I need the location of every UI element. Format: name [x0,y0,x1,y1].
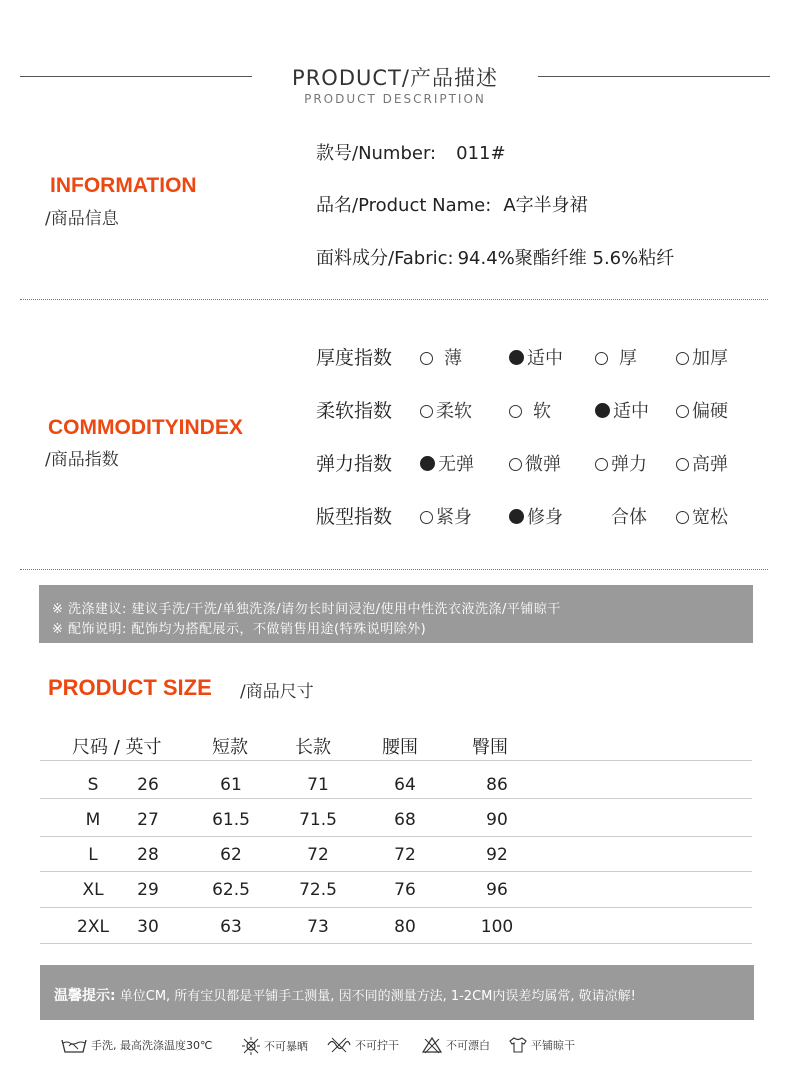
table-rule [40,798,752,799]
table-cell: 73 [307,917,329,937]
size-header: 长款 [295,737,331,758]
table-cell: 71.5 [299,810,337,830]
care-no-sun [241,1036,308,1056]
table-cell: 64 [394,775,416,795]
table-cell: 71 [307,775,329,795]
commodity-title-cn: /商品指数 [45,450,119,470]
table-cell: 72.5 [299,880,337,900]
table-cell: 26 [137,775,159,795]
index-option [595,344,637,370]
hand-wash-icon [60,1036,88,1054]
table-cell: M [85,810,101,830]
page-subtitle: PRODUCT DESCRIPTION [304,92,486,106]
info-row-fabric [316,244,674,270]
index-option-label: 宽松 [692,507,728,528]
selected-dot-icon [509,509,524,524]
table-cell: 61.5 [212,810,250,830]
table-rule [40,871,752,872]
info-label: 品名/Product Name: [316,195,492,216]
index-label: 厚度指数 [316,347,393,369]
index-option [595,397,649,423]
selected-dot-icon [420,456,435,471]
table-cell: 80 [394,917,416,937]
index-option-label: 适中 [613,401,649,422]
table-cell: 72 [394,845,416,865]
tip-text [54,985,636,1005]
index-option-label: 无弹 [438,454,474,475]
empty-circle-icon [420,405,433,418]
empty-circle-icon [420,511,433,524]
empty-circle-icon [595,352,608,365]
index-option-label: 紧身 [436,507,472,528]
divider [20,299,768,300]
empty-circle-icon [509,405,522,418]
flat-dry-icon [508,1036,528,1054]
size-header: 尺码 / 英寸 [72,737,162,758]
selected-dot-icon [509,350,524,365]
index-option-label: 厚 [619,348,637,369]
wash-note: ※ 洗涤建议: 建议手洗/干洗/单独洗涤/请勿长时间浸泡/使用中性洗衣液洗涤/平铺晾干 [52,602,561,617]
table-cell: 28 [137,845,159,865]
table-cell: 62 [220,845,242,865]
table-cell: S [87,775,99,795]
index-option-label: 软 [533,401,551,422]
empty-circle-icon [509,458,522,471]
index-option-label: 柔软 [436,401,472,422]
size-title-cn: /商品尺寸 [240,682,314,702]
index-label: 弹力指数 [316,453,393,475]
table-cell: 86 [486,775,508,795]
table-cell: 62.5 [212,880,250,900]
no-bleach-icon [421,1036,443,1054]
care-flat-dry [508,1036,575,1054]
index-option [509,397,551,423]
table-cell: 2XL [77,917,109,937]
size-header: 臀围 [472,737,508,758]
index-label: 柔软指数 [316,400,393,422]
table-cell: 68 [394,810,416,830]
empty-circle-icon [595,511,608,524]
index-option [509,503,563,529]
table-cell: 61 [220,775,242,795]
table-cell: 96 [486,880,508,900]
index-option [676,344,728,370]
info-value: A字半身裙 [503,195,588,216]
index-option-label: 加厚 [692,348,728,369]
index-option-label: 微弹 [525,454,561,475]
info-label: 面料成分/Fabric: [316,248,454,269]
information-title-cn: /商品信息 [45,209,119,229]
divider [20,569,768,570]
table-rule [40,836,752,837]
info-row-number [316,139,506,165]
index-option-label: 高弹 [692,454,728,475]
table-rule [40,760,752,761]
care-no-wring [326,1036,399,1054]
empty-circle-icon [676,352,689,365]
empty-circle-icon [420,352,433,365]
size-header: 腰围 [382,737,418,758]
care-hand-wash [60,1036,212,1054]
table-cell: 100 [480,917,514,937]
size-title-en: PRODUCT SIZE [48,675,212,700]
index-option [676,450,728,476]
table-rule [40,943,752,944]
table-cell: 63 [220,917,242,937]
table-rule [40,907,752,908]
table-cell: 76 [394,880,416,900]
info-value: 011# [456,143,506,164]
index-option-label: 合体 [611,507,647,528]
information-title-en: INFORMATION [50,174,197,197]
index-option [676,503,728,529]
table-cell: 27 [137,810,159,830]
table-cell: 90 [486,810,508,830]
index-option-label: 修身 [527,507,563,528]
info-value: 94.4%聚酯纤维 5.6%粘纤 [457,248,675,269]
empty-circle-icon [595,458,608,471]
care-no-bleach [421,1036,490,1054]
index-option [420,450,474,476]
index-option-label: 适中 [527,348,563,369]
care-label: 不可暴晒 [264,1040,308,1053]
table-cell: L [88,845,98,865]
page-title: PRODUCT/产品描述 [292,66,498,90]
index-option-label: 弹力 [611,454,647,475]
index-option [420,344,462,370]
index-option [595,503,647,529]
empty-circle-icon [676,405,689,418]
index-option [509,450,561,476]
selected-dot-icon [595,403,610,418]
empty-circle-icon [676,511,689,524]
index-option [595,450,647,476]
index-option [676,397,728,423]
no-sun-icon [241,1036,261,1056]
accessory-note: ※ 配饰说明: 配饰均为搭配展示，不做销售用途(特殊说明除外) [52,622,427,637]
index-option-label: 薄 [444,348,462,369]
care-label: 不可漂白 [446,1039,490,1052]
table-cell: 29 [137,880,159,900]
index-option-label: 偏硬 [692,401,728,422]
table-cell: 72 [307,845,329,865]
index-option [509,344,563,370]
info-label: 款号/Number: [316,143,437,164]
index-option [420,503,472,529]
commodity-title-en: COMMODITYINDEX [48,416,243,439]
no-wring-icon [326,1036,352,1054]
tip-label: 温馨提示: [54,988,116,1004]
care-label: 不可拧干 [355,1039,399,1052]
index-label: 版型指数 [316,506,393,528]
size-header: 短款 [212,737,248,758]
table-cell: 92 [486,845,508,865]
empty-circle-icon [676,458,689,471]
table-cell: XL [82,880,104,900]
care-label: 平铺晾干 [531,1039,575,1052]
care-label: 手洗, 最高洗涤温度30℃ [91,1039,213,1052]
table-cell: 30 [137,917,159,937]
info-row-name [316,191,588,217]
tip-body: 单位CM, 所有宝贝都是平铺手工测量, 因不同的测量方法, 1-2CM内误差均属常, 敬请凉解! [119,989,636,1004]
index-option [420,397,472,423]
